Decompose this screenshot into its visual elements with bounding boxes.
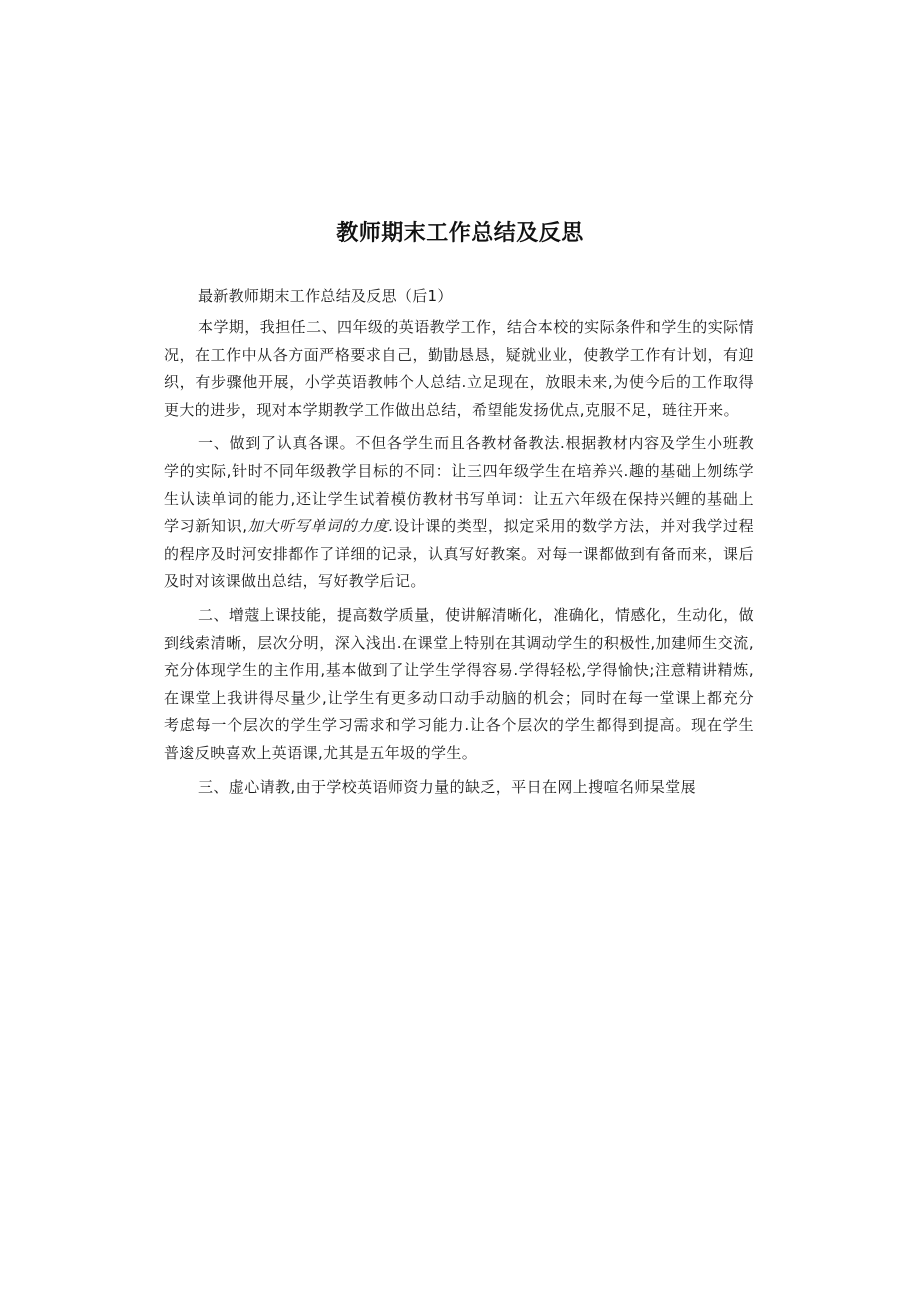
- document-body: [164, 282, 754, 807]
- paragraph-lesson-prep: [164, 430, 754, 596]
- paragraph-intro: 本学期，我担任二、四年级的英语教学工作，结合本校的实际条件和学生的实际情况，在工作中从各方面严格要求自己，勤勖恳恳，疑就业业，使教学工作有计划，有迎织，有步骤他开展，小学英语教帏个人总结.立足现在，放眼未来,为使今后的工作取得更大的进步，现对本学期教学工作做出总结，希望能发扬优点,克服不足，琏往开来。: [164, 318, 754, 419]
- document-title: 教师期末工作总结及反思: [336, 221, 584, 246]
- paragraph-lesson-prep-text-b: 设计课的类型，拟定采用的数学方法，并对我学过程的程序及时河安排都作了详细的记录，认真写好教案。对每一课都做到有备而来，课后及时对该课做出总结，写好教学后记。: [164, 517, 754, 591]
- paragraph-humble-learning: 三、虚心请教,由于学校英语师资力量的缺乏，平日在网上搜喧名师杲堂展: [198, 777, 696, 796]
- paragraph-lesson-prep-text-a: 一、做到了认真各课。不但各学生而且各教材备教法.根据教材内容及学生小班教学的实际,针时不同年级教学目标的不同：让三四年级学生在培养兴.趣的基础上刎练学生认读单词的能力,还让学生试着模仿教材书写单词：让五六年级在保持兴鲤的基础上学习新知识,: [164, 434, 754, 536]
- paragraph-teaching-skills: 二、增蔻上课技能，提高数学质量，使讲解清晰化，准确化，情感化，生动化，做到线索清晰，层次分明，深入浅出.在课堂上特别在其调动学生的积极性,加建师生交流,充分体现学生的主作用,基本做到了让学生学得容易.学得轻松,学得愉快;注意精讲精炼,在课堂上我讲得尽量少,让学生有更多动口动手动脑的机会；同时在每一堂课上都充分考虑每一个层次的学生学习需求和学习能力.让各个层次的学生都得到提高。现在学生普逡反映喜欢上英语课,尤其是五年圾的学生。: [164, 605, 754, 762]
- document-subtitle: 最新教师期末工作总结及反思（后1）: [198, 287, 453, 305]
- paragraph-lesson-prep-italic: 加大听写单词的力度.: [247, 517, 394, 536]
